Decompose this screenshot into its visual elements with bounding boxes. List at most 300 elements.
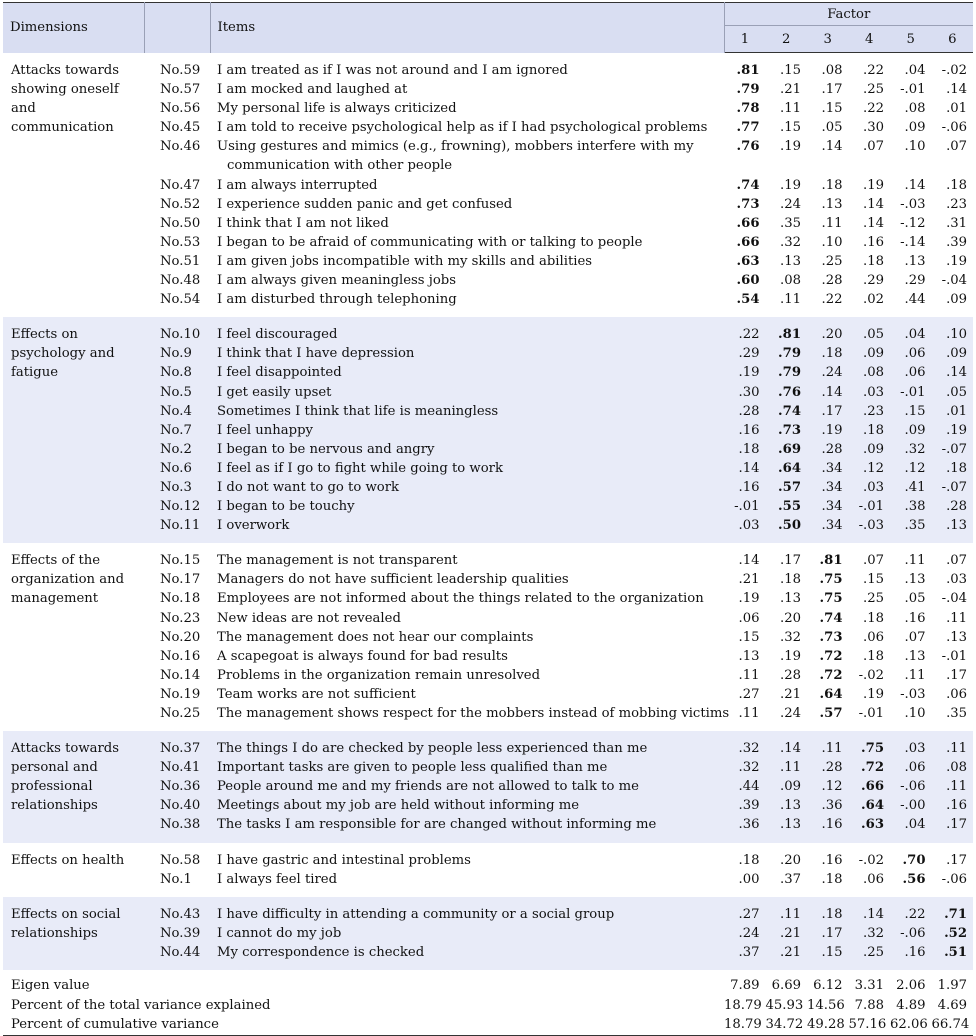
- factor-loading-2: .19: [780, 648, 801, 664]
- factor-loading-4: -.01: [858, 706, 884, 721]
- item-text: [210, 80, 724, 99]
- factor-loading-2: .15: [780, 63, 801, 78]
- footer-row: [3, 1015, 973, 1035]
- item-text: [210, 796, 724, 815]
- factor-loading-6: .05: [946, 384, 968, 400]
- factor-loading-5: .44: [904, 292, 926, 308]
- factor-loading-5: -.03: [900, 196, 926, 212]
- dimension-label-line: Effects of the: [11, 553, 101, 569]
- factor-loading-2: .21: [780, 686, 801, 702]
- item-number: No.3: [160, 479, 192, 495]
- factor-loading-5: -.06: [900, 925, 926, 941]
- footer-value-5: 4.89: [896, 997, 926, 1013]
- factor-loading-5: .16: [904, 610, 926, 626]
- item-text: [210, 363, 724, 382]
- item-text-line: My personal life is always criticized: [217, 101, 457, 117]
- factor-loading-5: .11: [904, 553, 926, 569]
- item-text: [210, 421, 724, 440]
- item-text: [210, 344, 724, 363]
- factor-loading-6: .11: [946, 779, 968, 795]
- dimension-group: [3, 843, 973, 897]
- factor-loading-2: .24: [780, 706, 801, 721]
- footer-value-3: 6.12: [813, 978, 843, 994]
- item-number: No.16: [160, 648, 201, 664]
- factor-loading-1: .03: [738, 518, 760, 534]
- item-text-line: I am mocked and laughed at: [217, 82, 408, 98]
- factor-loading-5: .29: [904, 273, 926, 289]
- item-text-line: My correspondence is checked: [217, 944, 425, 960]
- dimension-label-line: fatigue: [11, 365, 58, 381]
- item-text: [210, 271, 724, 290]
- table-row: [3, 53, 973, 81]
- table-row: [3, 943, 973, 970]
- table-row: [3, 363, 973, 382]
- table-row: [3, 628, 973, 647]
- factor-loading-5: -.00: [900, 798, 926, 814]
- factor-loading-4: .06: [863, 629, 884, 645]
- factor-loading-5: -.01: [900, 82, 926, 98]
- footer-value-2: 34.72: [766, 1015, 808, 1035]
- footer-value-5: 62.06: [890, 1015, 932, 1035]
- dimension-label: [3, 843, 144, 897]
- item-text: [210, 589, 724, 608]
- factor-loading-6: .28: [946, 499, 968, 515]
- item-text: [210, 516, 724, 543]
- factor-loading-6: -.01: [941, 648, 968, 664]
- table-row: [3, 924, 973, 943]
- item-number: No.39: [160, 925, 201, 941]
- factor-loading-3: .28: [821, 441, 843, 457]
- item-text: [210, 685, 724, 704]
- factor-loading-2: .19: [780, 177, 801, 193]
- item-text-line: The tasks I am responsible for are changed without informing me: [217, 817, 657, 833]
- item-text: [210, 731, 724, 758]
- item-number: No.11: [160, 518, 201, 534]
- factor-loading-4: -.02: [858, 667, 884, 683]
- factor-loading-1: .77: [736, 120, 760, 136]
- item-text: [210, 214, 724, 233]
- item-number: No.37: [160, 741, 201, 757]
- item-number: No.4: [160, 403, 192, 419]
- dimension-label-line: Attacks towards: [11, 62, 119, 78]
- factor-loading-2: .81: [778, 327, 801, 343]
- factor-loading-2: .37: [780, 871, 801, 887]
- item-text-line: Employees are not informed about the things related to the organization: [217, 591, 704, 607]
- item-text-line: New ideas are not revealed: [217, 610, 401, 626]
- item-number: No.8: [160, 365, 192, 381]
- factor-loading-3: .34: [821, 518, 843, 534]
- item-number: No.58: [160, 852, 201, 868]
- factor-loading-4: .07: [863, 139, 884, 155]
- factor-loading-5: .11: [904, 667, 926, 683]
- factor-loading-1: .54: [736, 292, 760, 308]
- factor-loading-6: -.02: [941, 63, 968, 78]
- table-row: [3, 731, 973, 758]
- factor-loading-4: .14: [863, 906, 884, 922]
- factor-loading-4: .75: [861, 741, 884, 757]
- factor-loading-1: .19: [738, 365, 760, 381]
- item-text: [210, 478, 724, 497]
- factor-loading-4: .02: [863, 292, 884, 308]
- item-number: No.18: [160, 591, 201, 607]
- factor-loading-5: -.06: [900, 779, 926, 795]
- factor-loading-2: .21: [780, 925, 801, 941]
- factor-loading-2: .21: [780, 944, 801, 960]
- table-row: [3, 870, 973, 897]
- item-text-line: I am given jobs incompatible with my skills and abilities: [217, 253, 593, 269]
- header-items: Items: [210, 3, 724, 53]
- footer-value-6: 4.69: [937, 997, 968, 1013]
- factor-loading-5: .05: [904, 591, 926, 607]
- factor-loading-1: .28: [738, 403, 760, 419]
- table-row: [3, 815, 973, 842]
- table-footer: [3, 970, 973, 1035]
- item-text: [210, 758, 724, 777]
- factor-loading-2: .28: [780, 667, 801, 683]
- factor-loading-2: .57: [778, 479, 801, 495]
- factor-loading-3: .13: [821, 196, 843, 212]
- factor-loading-5: -.12: [900, 215, 926, 231]
- item-text-line: Using gestures and mimics (e.g., frowning), mobbers interfere with my: [217, 139, 694, 155]
- factor-loading-3: .17: [821, 82, 843, 98]
- item-text: [210, 402, 724, 421]
- table-row: [3, 80, 973, 99]
- item-text: [210, 897, 724, 924]
- factor-loading-6: .31: [946, 215, 968, 231]
- factor-loading-1: .66: [736, 234, 760, 250]
- factor-loading-1: .76: [736, 139, 760, 155]
- item-number: No.52: [160, 196, 201, 212]
- item-number: No.1: [160, 871, 192, 887]
- factor-loading-2: .50: [778, 518, 801, 534]
- factor-loading-1: .60: [736, 273, 760, 289]
- factor-loading-2: .13: [780, 798, 801, 814]
- factor-loading-5: .13: [904, 253, 926, 269]
- factor-loading-2: .13: [780, 591, 801, 607]
- factor-loading-6: .06: [946, 686, 968, 702]
- item-text-line: I began to be touchy: [217, 499, 355, 515]
- item-number: No.47: [160, 177, 201, 193]
- item-text: [210, 99, 724, 118]
- factor-loading-1: .18: [738, 852, 760, 868]
- item-number: No.57: [160, 82, 201, 98]
- factor-loading-3: .17: [821, 403, 843, 419]
- table-row: [3, 647, 973, 666]
- factor-loading-2: .35: [780, 215, 801, 231]
- factor-loading-6: .01: [946, 403, 968, 419]
- factor-loading-3: .15: [821, 101, 843, 117]
- table-row: [3, 704, 973, 731]
- factor-loading-6: .14: [946, 82, 968, 98]
- factor-loading-4: .18: [863, 422, 884, 438]
- item-text-line: The things I do are checked by people less experienced than me: [217, 741, 648, 757]
- dimension-group: [3, 897, 973, 970]
- factor-loading-2: .19: [780, 139, 801, 155]
- table-header: [3, 3, 973, 53]
- factor-loading-4: .15: [863, 572, 884, 588]
- factor-loading-6: .11: [946, 741, 968, 757]
- footer-value-3: 49.28: [807, 1015, 849, 1035]
- factor-loading-5: .07: [904, 629, 926, 645]
- factor-loading-2: .24: [780, 196, 801, 212]
- factor-loading-5: .04: [904, 327, 926, 343]
- table-row: [3, 344, 973, 363]
- header-factor-5: 5: [890, 26, 932, 53]
- factor-loading-1: .22: [738, 327, 760, 343]
- factor-loading-4: -.03: [858, 518, 884, 534]
- factor-loading-1: .32: [738, 760, 760, 776]
- factor-loading-3: .81: [819, 553, 843, 569]
- factor-loading-2: .13: [780, 817, 801, 833]
- item-text: [210, 543, 724, 570]
- item-text-line: I do not want to go to work: [217, 479, 399, 495]
- item-text-line: The management shows respect for the mobbers instead of mobbing victims: [217, 706, 730, 721]
- factor-loading-4: .16: [863, 234, 884, 250]
- factor-loading-1: .11: [738, 667, 760, 683]
- factor-loading-6: .35: [946, 706, 968, 721]
- factor-loading-4: .25: [863, 82, 884, 98]
- factor-loading-4: .07: [863, 553, 884, 569]
- item-text-line: I always feel tired: [217, 871, 338, 887]
- item-number: No.56: [160, 101, 201, 117]
- footer-value-1: 18.79: [724, 997, 762, 1013]
- factor-loading-5: .16: [904, 944, 926, 960]
- item-text: [210, 233, 724, 252]
- factor-loading-6: .08: [946, 760, 968, 776]
- factor-loading-3: .12: [821, 779, 843, 795]
- item-text: [210, 870, 724, 897]
- factor-loading-3: .20: [821, 327, 843, 343]
- item-number: No.10: [160, 327, 201, 343]
- factor-loading-3: .34: [821, 479, 843, 495]
- factor-loading-4: .19: [863, 686, 884, 702]
- factor-loading-table: [3, 2, 973, 1036]
- factor-loading-4: .03: [863, 384, 884, 400]
- item-text-line: I feel discouraged: [217, 327, 338, 343]
- factor-loading-1: .00: [738, 871, 760, 887]
- item-number: No.7: [160, 422, 192, 438]
- footer-value-4: 3.31: [854, 978, 884, 994]
- factor-loading-1: .81: [736, 63, 760, 78]
- footer-label: Percent of the total variance explained: [11, 997, 271, 1013]
- factor-loading-2: .11: [780, 292, 801, 308]
- factor-loading-4: .08: [863, 365, 884, 381]
- dimension-label-line: Effects on: [11, 327, 78, 343]
- factor-loading-2: .69: [778, 441, 801, 457]
- item-text: [210, 440, 724, 459]
- item-number: No.5: [160, 384, 192, 400]
- table-row: [3, 478, 973, 497]
- item-text-line: People around me and my friends are not allowed to talk to me: [217, 779, 639, 795]
- factor-loading-6: .13: [946, 518, 968, 534]
- factor-loading-1: .27: [738, 686, 760, 702]
- item-text: [210, 317, 724, 344]
- factor-loading-1: .73: [736, 196, 760, 212]
- factor-loading-3: .18: [821, 906, 843, 922]
- factor-loading-2: .20: [780, 852, 801, 868]
- factor-loading-6: .71: [944, 906, 968, 922]
- factor-loading-1: .74: [736, 177, 760, 193]
- factor-loading-1: .16: [738, 479, 760, 495]
- table-row: [3, 589, 973, 608]
- factor-loading-5: .04: [904, 63, 926, 78]
- item-text: [210, 704, 730, 731]
- factor-loading-1: .29: [738, 346, 760, 362]
- factor-loading-5: .13: [904, 572, 926, 588]
- factor-loading-3: .14: [821, 139, 843, 155]
- dimension-label-line: and: [11, 100, 36, 116]
- factor-loading-3: .22: [821, 292, 843, 308]
- header-factor-4: 4: [849, 26, 891, 53]
- factor-loading-1: .24: [738, 925, 760, 941]
- item-text: [210, 176, 724, 195]
- factor-loading-6: .07: [946, 139, 968, 155]
- table-row: [3, 290, 973, 317]
- factor-loading-1: .36: [738, 817, 760, 833]
- factor-loading-6: -.06: [941, 120, 968, 136]
- table-row: [3, 609, 973, 628]
- factor-loading-1: .18: [738, 441, 760, 457]
- factor-loading-3: .75: [819, 591, 843, 607]
- factor-loading-6: .39: [946, 234, 968, 250]
- table-row: [3, 497, 973, 516]
- dimension-label-line: psychology and: [11, 346, 115, 362]
- factor-loading-3: .72: [819, 667, 843, 683]
- item-text: [210, 647, 724, 666]
- footer-value-5: 2.06: [896, 978, 926, 994]
- item-text: [210, 290, 724, 317]
- factor-loading-4: .12: [863, 460, 884, 476]
- factor-loading-1: .16: [738, 422, 760, 438]
- item-text: [210, 777, 724, 796]
- item-text: [210, 497, 724, 516]
- factor-loading-1: .21: [738, 572, 760, 588]
- item-text: [210, 137, 724, 175]
- factor-loading-5: .22: [904, 906, 926, 922]
- table-row: [3, 516, 973, 543]
- factor-loading-2: .15: [780, 120, 801, 136]
- factor-loading-3: .28: [821, 273, 843, 289]
- factor-loading-4: .30: [863, 120, 884, 136]
- factor-loading-5: .03: [904, 741, 926, 757]
- factor-loading-5: -.03: [900, 686, 926, 702]
- item-text: [210, 53, 724, 81]
- item-text-line: I have gastric and intestinal problems: [217, 852, 471, 868]
- factor-loading-6: .13: [946, 629, 968, 645]
- item-text-line: I feel as if I go to fight while going to work: [217, 460, 503, 476]
- factor-loading-4: .25: [863, 944, 884, 960]
- item-text-line: I began to be nervous and angry: [217, 441, 435, 457]
- footer-value-1: 7.89: [730, 978, 760, 994]
- item-number: No.19: [160, 686, 201, 702]
- item-text: [210, 252, 724, 271]
- item-number: No.9: [160, 346, 192, 362]
- dimension-group: [3, 731, 973, 842]
- item-number: No.45: [160, 120, 201, 136]
- factor-loading-2: .74: [778, 403, 801, 419]
- factor-loading-2: .32: [780, 629, 801, 645]
- factor-loading-4: .63: [861, 817, 884, 833]
- item-text-line: I think that I am not liked: [217, 215, 389, 231]
- factor-loading-6: .01: [946, 101, 968, 117]
- factor-loading-1: .30: [738, 384, 760, 400]
- item-text: [210, 815, 724, 842]
- dimension-label: [3, 731, 144, 842]
- footer-value-2: 6.69: [771, 978, 801, 994]
- factor-loading-5: .06: [904, 365, 926, 381]
- factor-loading-6: .09: [946, 292, 968, 308]
- item-number: No.17: [160, 572, 201, 588]
- factor-loading-6: -.06: [941, 871, 968, 887]
- table-row: [3, 843, 973, 870]
- item-number: No.40: [160, 798, 201, 814]
- factor-loading-4: .29: [863, 273, 884, 289]
- factor-loading-5: .10: [904, 139, 926, 155]
- item-text-line: I get easily upset: [217, 384, 332, 400]
- factor-loading-5: .06: [904, 760, 926, 776]
- factor-loading-5: -.01: [900, 384, 926, 400]
- factor-loading-3: .18: [821, 346, 843, 362]
- factor-loading-5: .06: [904, 346, 926, 362]
- item-number: No.46: [160, 139, 201, 155]
- footer-value-4: 57.16: [849, 1015, 891, 1035]
- factor-loading-1: .13: [738, 648, 760, 664]
- factor-loading-3: .34: [821, 460, 843, 476]
- factor-loading-6: .03: [946, 572, 968, 588]
- table-row: [3, 233, 973, 252]
- factor-loading-6: -.07: [941, 479, 968, 495]
- item-text: [210, 666, 724, 685]
- factor-loading-2: .64: [778, 460, 801, 476]
- item-number: No.23: [160, 610, 201, 626]
- dimension-label-line: organization and: [11, 572, 125, 588]
- footer-label: Eigen value: [11, 978, 90, 994]
- item-number: No.2: [160, 441, 192, 457]
- dimension-label-line: Effects on social: [11, 906, 121, 922]
- factor-loading-2: .55: [778, 499, 801, 515]
- factor-loading-3: .18: [821, 177, 843, 193]
- factor-loading-3: .75: [819, 572, 843, 588]
- table-row: [3, 685, 973, 704]
- factor-loading-3: .08: [821, 63, 843, 78]
- item-text-line: Managers do not have sufficient leadership qualities: [217, 572, 569, 588]
- factor-loading-5: -.14: [900, 234, 926, 250]
- item-text-line: Meetings about my job are held without informing me: [217, 798, 580, 814]
- factor-loading-1: .14: [738, 460, 760, 476]
- footer-value-6: 1.97: [937, 978, 968, 994]
- factor-loading-2: .73: [778, 422, 801, 438]
- dimension-label-line: management: [11, 591, 99, 607]
- item-text: [210, 195, 724, 214]
- dimension-label-line: personal and: [11, 760, 98, 776]
- item-text-line: A scapegoat is always found for bad results: [217, 648, 508, 664]
- item-text: [210, 609, 724, 628]
- factor-loading-2: .11: [780, 760, 801, 776]
- dimension-label-line: Attacks towards: [11, 741, 119, 757]
- factor-loading-5: .09: [904, 422, 926, 438]
- factor-loading-4: .22: [863, 63, 884, 78]
- factor-loading-1: .11: [738, 706, 760, 721]
- factor-loading-5: .38: [904, 499, 926, 515]
- factor-loading-3: .28: [821, 760, 843, 776]
- factor-loading-5: .14: [904, 177, 926, 193]
- table-row: [3, 777, 973, 796]
- table-row: [3, 796, 973, 815]
- factor-loading-6: .10: [946, 327, 968, 343]
- factor-loading-3: .05: [821, 120, 843, 136]
- item-text-line: I experience sudden panic and get confused: [217, 196, 513, 212]
- table-row: [3, 570, 973, 589]
